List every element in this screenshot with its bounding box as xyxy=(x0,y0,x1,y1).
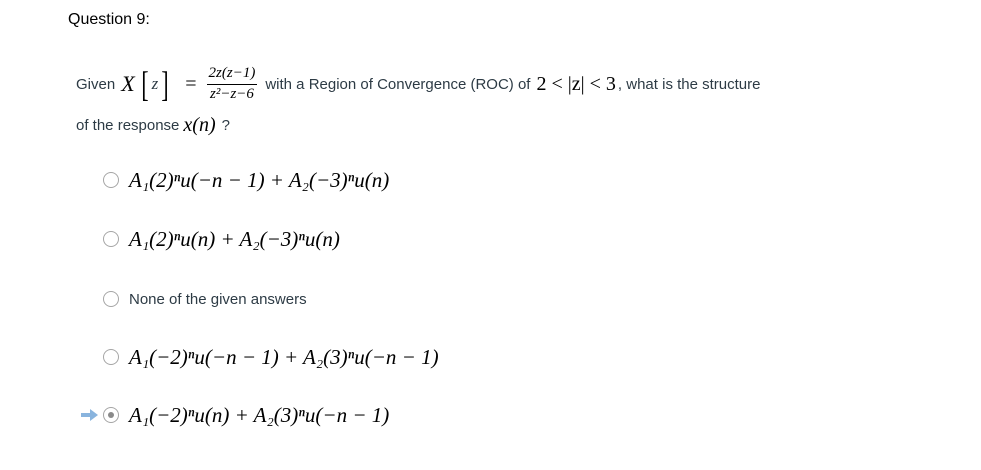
answer-option-4[interactable] xyxy=(103,340,439,374)
radio-button-selected[interactable] xyxy=(103,407,119,423)
radio-button[interactable] xyxy=(103,172,119,188)
answer-label: A₁(2)ⁿu(n) + A₂(−3)ⁿu(n) xyxy=(129,226,340,251)
radio-button[interactable] xyxy=(103,231,119,247)
bracketed-z xyxy=(139,66,172,102)
answer-label: None of the given answers xyxy=(129,290,307,308)
answer-option-1[interactable] xyxy=(103,163,389,197)
transform-symbol-X: X xyxy=(121,71,135,96)
answer-label: A₁(−2)ⁿu(n) + A₂(3)ⁿu(−n − 1) xyxy=(129,402,390,427)
answer-label: A₁(2)ⁿu(−n − 1) + A₂(−3)ⁿu(n) xyxy=(129,167,390,192)
response-symbol: x(n) xyxy=(183,113,216,136)
fraction-numerator: 2z(z−1) xyxy=(207,65,258,85)
roc-text: with a Region of Convergence (ROC) of xyxy=(265,75,531,93)
equals-sign: = xyxy=(185,72,197,95)
roc-expression: 2 < |z| < 3 xyxy=(536,72,616,95)
given-label: Given xyxy=(76,75,116,93)
radio-button[interactable] xyxy=(103,349,119,365)
question-tail-text: , what is the structure xyxy=(617,75,761,93)
z-variable: z xyxy=(151,74,159,93)
question-text-line-2 xyxy=(76,110,230,140)
question-text-line-1 xyxy=(76,58,760,110)
answer-option-5[interactable] xyxy=(103,398,389,432)
fraction-denominator: z²−z−6 xyxy=(209,86,254,102)
arrow-right-icon xyxy=(81,409,99,421)
answer-option-3[interactable] xyxy=(103,282,307,316)
transfer-fraction xyxy=(207,65,258,103)
right-bracket: ] xyxy=(161,64,169,104)
left-bracket: [ xyxy=(141,64,149,104)
response-label: of the response xyxy=(76,116,180,134)
question-title: Question 9: xyxy=(68,11,150,28)
answer-option-2[interactable] xyxy=(103,222,340,256)
question-mark: ? xyxy=(221,116,230,134)
answer-label: A₁(−2)ⁿu(−n − 1) + A₂(3)ⁿu(−n − 1) xyxy=(129,344,439,369)
radio-button[interactable] xyxy=(103,291,119,307)
